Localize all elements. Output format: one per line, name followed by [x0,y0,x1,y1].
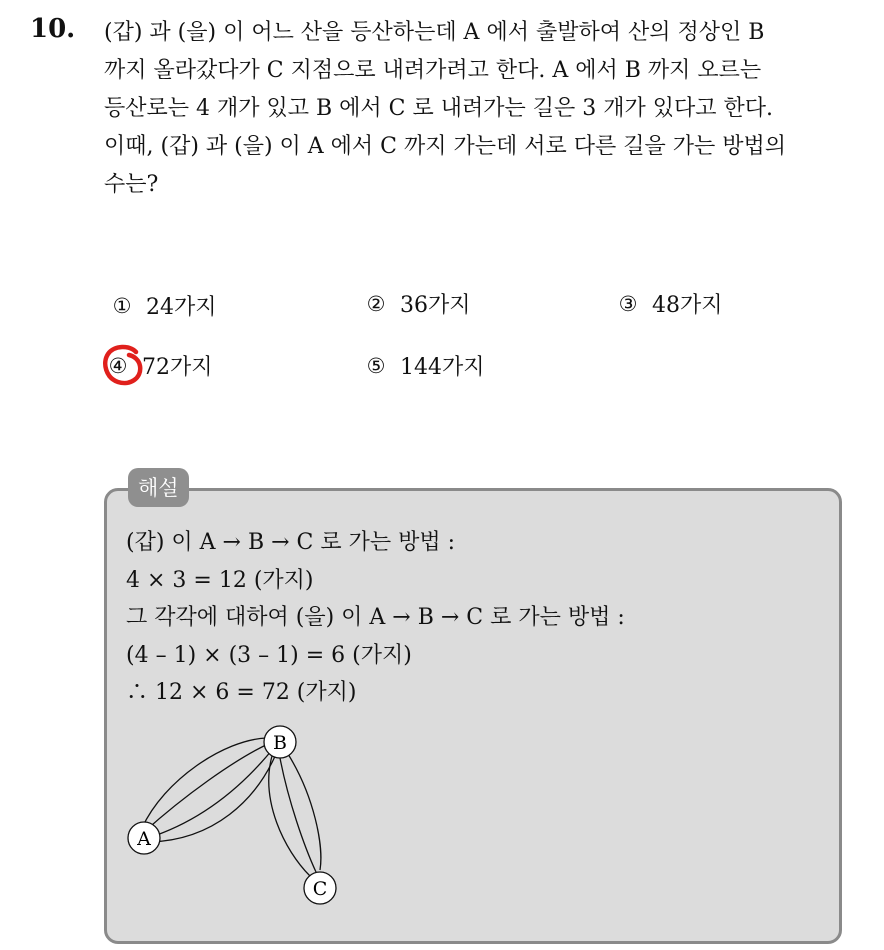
question-line: 이때, (갑) 과 (을) 이 A 에서 C 까지 가는데 서로 다른 길을 가는 방법의 [104,134,786,159]
question-line: (갑) 과 (을) 이 어느 산을 등산하는데 A 에서 출발하여 산의 정상인 B [104,20,765,45]
question-line: 등산로는 4 개가 있고 B 에서 C 로 내려가는 길은 3 개가 있다고 한다. [104,96,773,121]
choice-3[interactable] [616,288,723,319]
node-b [264,726,296,758]
solution-line: (갑) 이 A → B → C 로 가는 방법 : [126,530,456,555]
path-a-b-3 [148,750,272,838]
solution-tag: 해설 [128,468,189,507]
solution-line: 그 각각에 대하여 (을) 이 A → B → C 로 가는 방법 : [126,605,625,630]
node-b-label: B [273,732,287,754]
choice-5[interactable] [364,350,485,381]
choice-5-number: ⑤ [366,353,386,378]
choice-2-number: ② [366,291,386,316]
question-number: 10. [30,14,76,44]
node-a [128,822,160,854]
question-line: 수는? [104,172,159,197]
choice-3-label: 48가지 [652,293,723,318]
choice-1[interactable] [110,290,217,321]
choice-3-number: ③ [618,291,638,316]
node-c [304,872,336,904]
choice-4-number: ④ [108,353,128,378]
choice-5-label: 144가지 [400,355,485,380]
path-b-c-1 [269,756,310,876]
node-c-label: C [312,878,328,900]
choice-4-label: 72가지 [142,355,213,380]
solution-line: 4 × 3 = 12 (가지) [126,567,314,593]
choice-1-label: 24가지 [146,295,217,320]
solution-text [126,524,625,712]
node-a-label: A [137,828,151,850]
choice-2-label: 36가지 [400,293,471,318]
path-a-b-2 [144,744,268,832]
question-line: 까지 올라갔다가 C 지점으로 내려가려고 한다. A 에서 B 까지 오르는 [104,58,762,83]
choice-1-number: ① [112,293,132,318]
path-b-c-2 [280,758,316,872]
solution-line: (4 – 1) × (3 – 1) = 6 (가지) [126,642,412,668]
path-b-c-3 [288,754,321,870]
solution-line: ∴ 12 × 6 = 72 (가지) [126,680,357,705]
question-text [104,14,864,204]
choice-4[interactable] [106,350,213,381]
choice-2[interactable] [364,288,471,319]
path-diagram [104,700,404,930]
